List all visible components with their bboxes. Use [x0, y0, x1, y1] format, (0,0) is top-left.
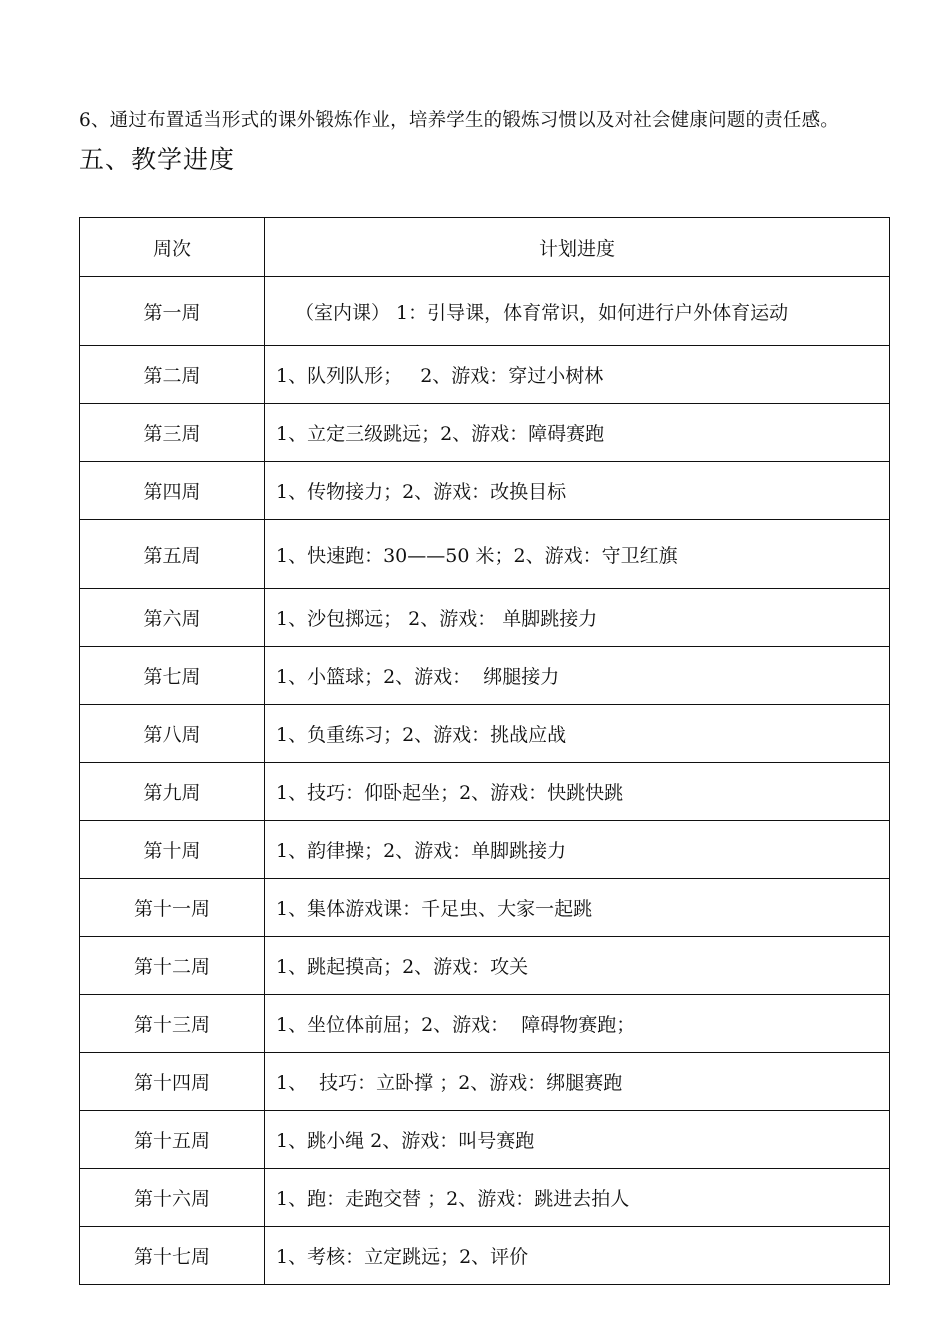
week-cell: 第四周: [80, 462, 265, 520]
table-row: [80, 647, 890, 705]
week-cell: 第十五周: [80, 1111, 265, 1169]
column-header-plan: 计划进度: [265, 218, 890, 277]
plan-cell: 1、 技巧：立卧撑 ；2、游戏：绑腿赛跑: [265, 1053, 890, 1111]
week-cell: 第八周: [80, 705, 265, 763]
plan-cell: 1、沙包掷远； 2、游戏： 单脚跳接力: [265, 589, 890, 647]
table-row: [80, 346, 890, 404]
plan-cell: 1、坐位体前屈；2、游戏： 障碍物赛跑；: [265, 995, 890, 1053]
table-row: [80, 705, 890, 763]
table-row: [80, 589, 890, 647]
table-row: [80, 462, 890, 520]
week-cell: 第十四周: [80, 1053, 265, 1111]
plan-cell: 1、跳起摸高；2、游戏：攻关: [265, 937, 890, 995]
plan-cell: 1、传物接力；2、游戏：改换目标: [265, 462, 890, 520]
plan-cell: 1、快速跑：30——50 米；2、游戏：守卫红旗: [265, 520, 890, 589]
plan-cell: 1、立定三级跳远；2、游戏：障碍赛跑: [265, 404, 890, 462]
week-cell: 第七周: [80, 647, 265, 705]
table-row: [80, 1111, 890, 1169]
table-row: [80, 821, 890, 879]
table-row: [80, 1053, 890, 1111]
plan-cell: 1、负重练习；2、游戏：挑战应战: [265, 705, 890, 763]
plan-cell: 1、队列队形； 2、游戏：穿过小树林: [265, 346, 890, 404]
table-row: [80, 1169, 890, 1227]
table-row: [80, 879, 890, 937]
week-cell: 第二周: [80, 346, 265, 404]
plan-cell: 1、小篮球；2、游戏： 绑腿接力: [265, 647, 890, 705]
week-cell: 第一周: [80, 277, 265, 346]
week-cell: 第三周: [80, 404, 265, 462]
week-cell: 第六周: [80, 589, 265, 647]
table-row: [80, 404, 890, 462]
week-cell: 第十一周: [80, 879, 265, 937]
plan-cell: 1、考核：立定跳远；2、评价: [265, 1227, 890, 1285]
table-row: [80, 1227, 890, 1285]
week-cell: 第十六周: [80, 1169, 265, 1227]
section-heading: 五、教学进度: [79, 145, 236, 174]
week-cell: 第十三周: [80, 995, 265, 1053]
intro-paragraph: 6、通过布置适当形式的课外锻炼作业，培养学生的锻炼习惯以及对社会健康问题的责任感。: [79, 110, 839, 131]
week-cell: 第五周: [80, 520, 265, 589]
table-row: [80, 995, 890, 1053]
week-cell: 第十二周: [80, 937, 265, 995]
plan-cell: 1、韵律操；2、游戏：单脚跳接力: [265, 821, 890, 879]
week-cell: 第十七周: [80, 1227, 265, 1285]
table-row: [80, 937, 890, 995]
table-row: [80, 277, 890, 346]
table-row: [80, 763, 890, 821]
week-cell: 第十周: [80, 821, 265, 879]
column-header-week: 周次: [80, 218, 265, 277]
table-row: [80, 520, 890, 589]
plan-cell: 1、集体游戏课：千足虫、大家一起跳: [265, 879, 890, 937]
plan-cell: 1、技巧：仰卧起坐；2、游戏：快跳快跳: [265, 763, 890, 821]
week-cell: 第九周: [80, 763, 265, 821]
plan-cell: 1、跳小绳 2、游戏：叫号赛跑: [265, 1111, 890, 1169]
plan-cell: 1、跑：走跑交替 ；2、游戏：跳进去拍人: [265, 1169, 890, 1227]
teaching-schedule-table: [79, 217, 890, 1285]
plan-cell: （室内课） 1：引导课，体育常识，如何进行户外体育运动: [265, 277, 890, 346]
